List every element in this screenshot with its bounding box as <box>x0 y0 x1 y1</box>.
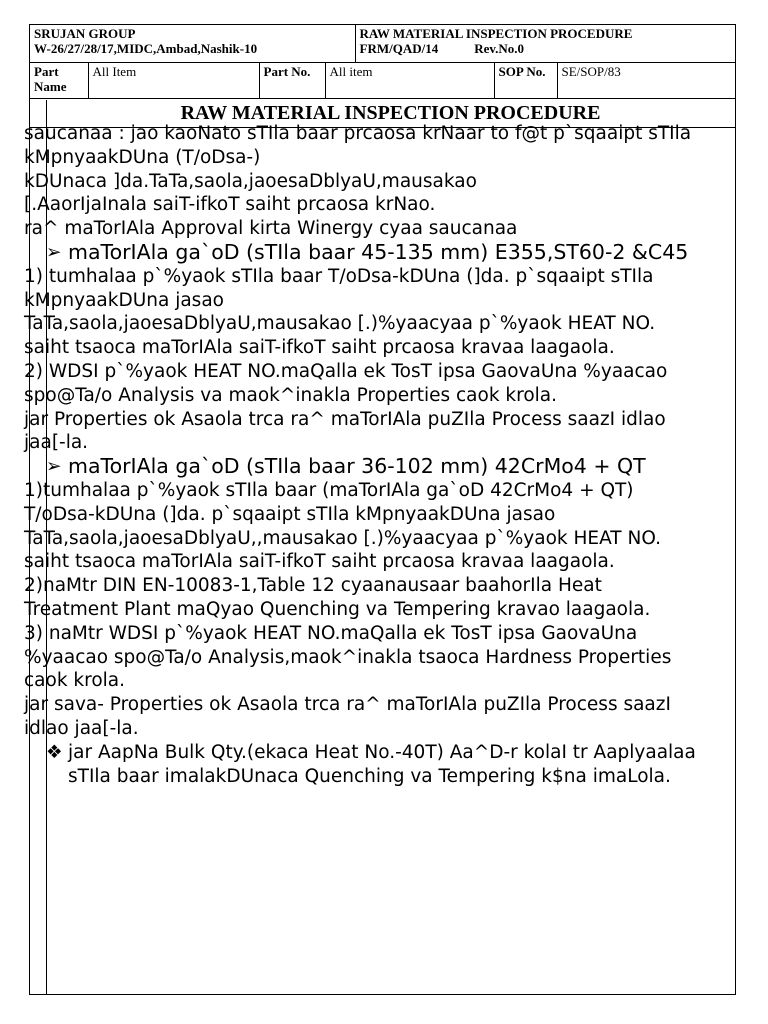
part-no-label: Part No. <box>259 62 325 98</box>
bullet-text: jar AapNa Bulk Qty.(ekaca Heat No.-40T) Aa^D-r kolaI tr Aaplyaalaa sTIla baar imalakDUnaca Quenching va Tempering k$na imaLola. <box>68 741 696 787</box>
step-1a: 1) tumhalaa p`%yaok sTIla baar T/oDsa-kDUna (]da. p`sqaaipt sTIla kMpnyaakDUna jasao <box>24 265 654 311</box>
bullet-material-grade-2 <box>46 455 700 479</box>
step-2-2: 2)naMtr DIN EN-10083-1,Table 12 cyaanausaar baahorIla Heat Treatment Plant maQyao Quenching va Tempering kravao laagaola. <box>24 575 651 620</box>
company-cell <box>30 25 355 62</box>
step-2-3: 3) naMtr WDSI p`%yaok HEAT NO.maQalla ek TosT ipsa GaovaUna %yaacao spo@Ta/o Analysis,maok^inakla tsaoca Hardness Properties caok krola. <box>24 622 672 692</box>
part-name-value: All Item <box>88 62 259 98</box>
conclusion-1: jar Properties ok Asaola trca ra^ maTorIAla puZIla Process saazI idlao jaa[-la. <box>24 408 666 454</box>
sop-value: SE/SOP/83 <box>557 62 735 98</box>
note-line-2: kDUnaca ]da.TaTa,saola,jaoesaDblyaU,mausakao <box>24 170 477 192</box>
company-name: SRUJAN GROUP <box>34 26 136 41</box>
diamond-bullet-icon: ❖ <box>46 741 63 763</box>
part-name-label: Part Name <box>30 62 88 98</box>
arrow-bullet-icon: ➢ <box>46 456 62 478</box>
note-line-3: [.AaorIjaInala saiT-ifkoT saiht prcaosa krNao. <box>24 194 436 216</box>
conclusion-2: jar sava- Properties ok Asaola trca ra^ maTorIAla puZIla Process saazI idlao jaa[-la. <box>24 694 671 739</box>
bullet-material-grade-1 <box>46 241 700 265</box>
company-address: W-26/27/28/17,MIDC,Ambad,Nashik-10 <box>34 41 258 56</box>
procedure-body <box>24 122 700 788</box>
revision: Rev.No.0 <box>474 41 525 56</box>
bullet-text: maTorIAla ga`oD (sTIla baar 36-102 mm) 42CrMo4 + QT <box>68 454 646 479</box>
approval-note: ra^ maTorIAla Approval kirta Winergy cyaa saucanaa <box>24 218 518 240</box>
header-table <box>30 25 735 99</box>
step-2-1: 1)tumhalaa p`%yaok sTIla baar (maTorIAla ga`oD 42CrMo4 + QT) T/oDsa-kDUna (]da. p`sqaaipt sTIla kMpnyaakDUna jasao TaTa,saola,jaoesaDblyaU,,mausakao [.)%yaacyaa p`%yaok HEAT NO. saiht tsaoca maTorIAla saiT-ifkoT saiht prcaosa kravaa laagaola. <box>24 479 662 573</box>
step-2: 2) WDSI p`%yaok HEAT NO.maQalla ek TosT ipsa GaovaUna %yaacao spo@Ta/o Analysis va maok^inakla Properties caok krola. <box>24 360 668 406</box>
note-line-1: saucanaa : jao kaoNato sTIla baar prcaosa krNaar to f@t p`sqaaipt sTIla kMpnyaakDUna (T/oDsa-) <box>24 123 692 168</box>
sop-label: SOP No. <box>494 62 557 98</box>
doc-code: FRM/QAD/14 <box>359 41 439 56</box>
page-title: RAW MATERIAL INSPECTION PROCEDURE <box>180 102 601 124</box>
doc-title: RAW MATERIAL INSPECTION PROCEDURE <box>359 26 633 41</box>
doc-info-cell <box>355 25 735 62</box>
step-1b: TaTa,saola,jaoesaDblyaU,mausakao [.)%yaacyaa p`%yaok HEAT NO. saiht tsaoca maTorIAla saiT-ifkoT saiht prcaosa kravaa laagaola. <box>24 313 656 359</box>
arrow-bullet-icon: ➢ <box>46 241 62 263</box>
bullet-text: maTorIAla ga`oD (sTIla baar 45-135 mm) E355,ST60-2 &C45 <box>68 239 689 264</box>
bullet-bulk-qty <box>46 741 700 789</box>
part-no-value: All item <box>325 62 494 98</box>
